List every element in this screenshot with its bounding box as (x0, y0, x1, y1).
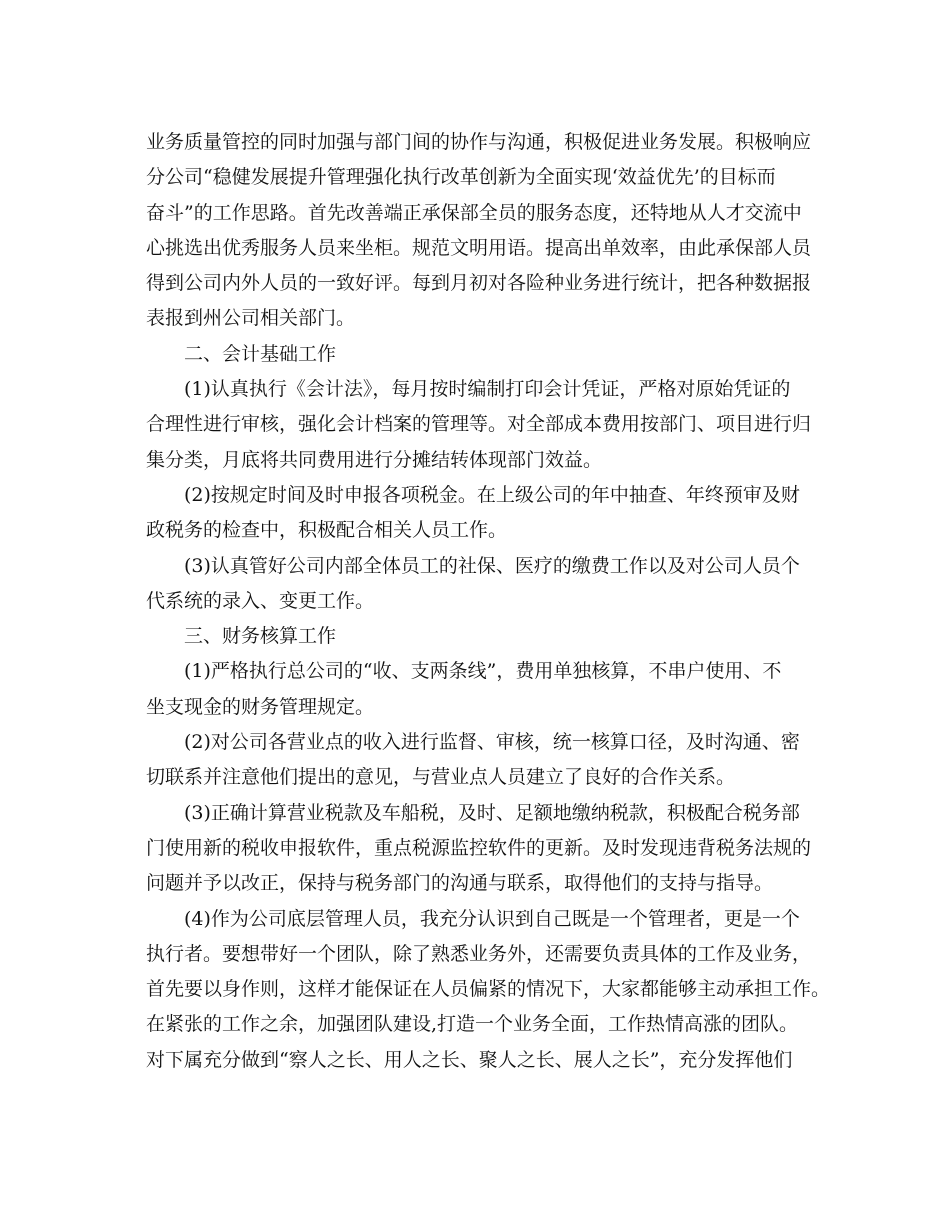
text-line: 切联系并注意他们提出的意见，与营业点人员建立了良好的合作关系。 (146, 766, 736, 789)
section-heading: 二、会计基础工作 (184, 342, 337, 365)
text-line: 在紧张的工作之余，加强团队建设,打造一个业务全面，工作热情高涨的团队。 (146, 1013, 799, 1036)
text-line: 坐支现金的财务管理规定。 (146, 695, 375, 718)
text-line: 政税务的检查中，积极配合相关人员工作。 (146, 519, 508, 542)
paragraph-first-line: (1)严格执行总公司的“收、支两条线”，费用单独核算，不串户使用、不 (184, 660, 782, 683)
text-line: 奋斗”的工作思路。首先改善端正承保部全员的服务态度，还特地从人才交流中 (146, 201, 802, 224)
text-line: 执行者。要想带好一个团队，除了熟悉业务外，还需要负责具体的工作及业务， (146, 942, 812, 965)
text-line: 心挑选出优秀服务人员来坐柜。规范文明用语。提高出单效率，由此承保部人员 (146, 236, 812, 259)
section-heading: 三、财务核算工作 (184, 625, 337, 648)
text-line: 代系统的录入、变更工作。 (146, 589, 375, 612)
text-line: 得到公司内外人员的一致好评。每到月初对各险种业务进行统计，把各种数据报 (146, 272, 812, 295)
paragraph-first-line: (4)作为公司底层管理人员，我充分认识到自己既是一个管理者，更是一个 (184, 907, 800, 930)
text-line: 对下属充分做到“察人之长、用人之长、聚人之长、展人之长”，充分发挥他们 (146, 1048, 793, 1071)
text-line: 合理性进行审核，强化会计档案的管理等。对全部成本费用按部门、项目进行归 (146, 413, 812, 436)
paragraph-first-line: (1)认真执行《会计法》，每月按时编制打印会计凭证，严格对原始凭证的 (184, 378, 791, 401)
text-line: 门使用新的税收申报软件，重点税源监控软件的更新。及时发现违背税务法规的 (146, 836, 812, 859)
text-line: 集分类，月底将共同费用进行分摊结转体现部门效益。 (146, 448, 603, 471)
text-line: 业务质量管控的同时加强与部门间的协作与沟通，积极促进业务发展。积极响应 (146, 131, 812, 153)
text-line: 首先要以身作则，这样才能保证在人员偏紧的情况下，大家都能够主动承担工作。 (146, 978, 831, 1001)
text-line: 问题并予以改正，保持与税务部门的沟通与联系，取得他们的支持与指导。 (146, 872, 774, 895)
paragraph-first-line: (2)按规定时间及时申报各项税金。在上级公司的年中抽查、年终预审及财 (184, 483, 800, 506)
paragraph-first-line: (3)认真管好公司内部全体员工的社保、医疗的缴费工作以及对公司人员个 (184, 554, 800, 577)
text-line: 表报到州公司相关部门。 (146, 307, 356, 330)
paragraph-first-line: (2)对公司各营业点的收入进行监督、审核，统一核算口径，及时沟通、密 (184, 731, 800, 754)
text-line: 分公司“稳健发展提升管理强化执行改革创新为全面实现‘效益优先’的目标而 (146, 166, 776, 189)
paragraph-first-line: (3)正确计算营业税款及车船税，及时、足额地缴纳税款，积极配合税务部 (184, 801, 800, 824)
document-body (146, 125, 831, 1078)
